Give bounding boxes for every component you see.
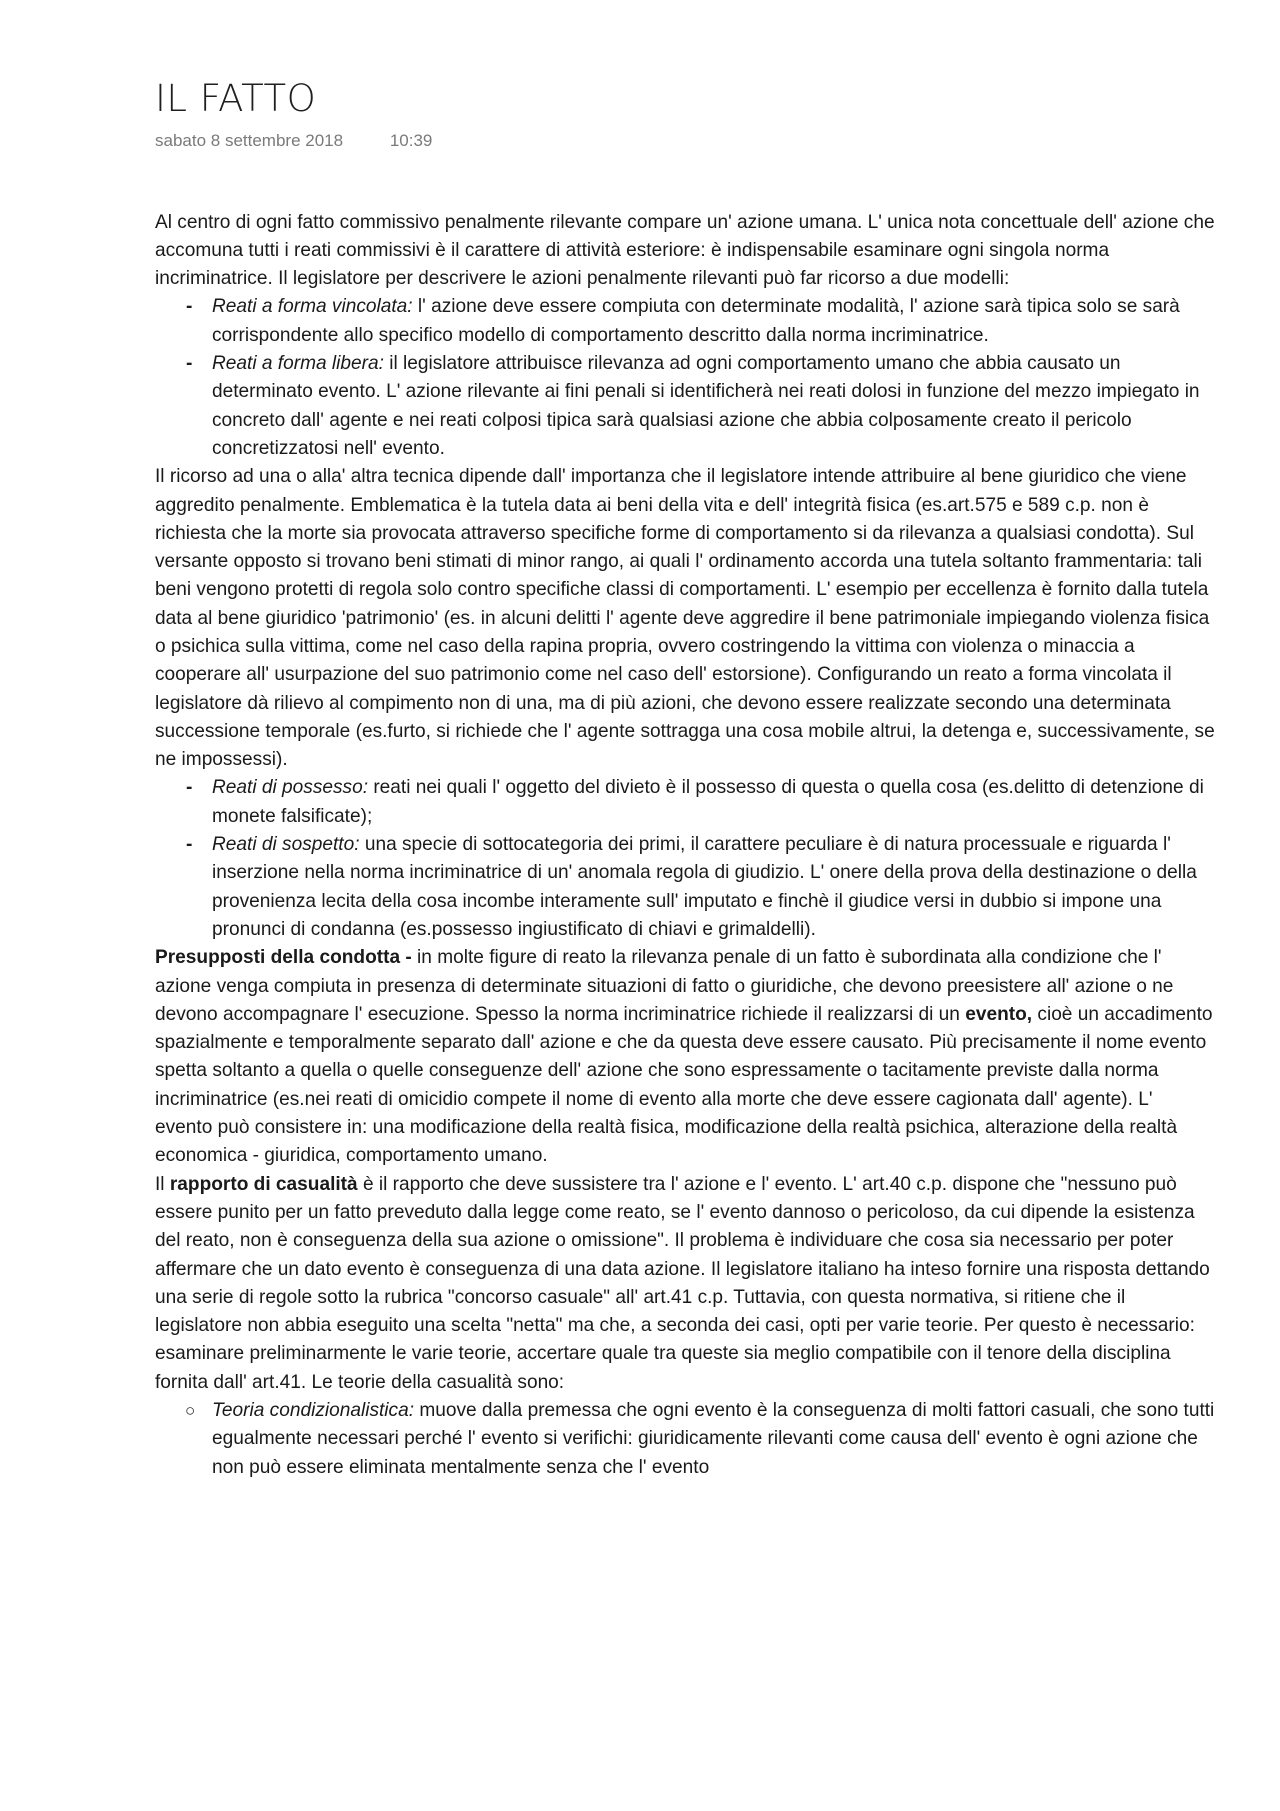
list-item [155, 1397, 1215, 1482]
list-item-text: l' azione deve essere compiuta con determinate modalità, l' azione sarà tipica solo se sarà corrispondente allo specifico modello di comportamento descritto dalla norma incriminatrice. [212, 296, 1180, 346]
list-item [155, 293, 1215, 350]
list-item [155, 350, 1215, 463]
list-item-text: reati nei quali l' oggetto del divieto è il possesso di questa o quella cosa (es.delitto di detenzione di monete falsificate); [212, 777, 1204, 827]
list-item [155, 831, 1215, 944]
note-timestamp [155, 131, 1215, 151]
dash-bullet-icon: - [186, 777, 193, 799]
term-rapporto-casualita: rapporto di casualità [169, 1173, 358, 1195]
note-date: sabato 8 settembre 2018 [155, 130, 344, 150]
heading-presupposti: Presupposti della condotta - [155, 947, 412, 969]
paragraph-text: cioè un accadimento spazialmente e temporalmente separato dall' azione e che da questa deve essere causato. Più precisamente il nome evento spetta soltanto a quella o quelle conseguenze dell' azione che sono espressamente o tacitamente previste dalla norma incriminatrice (es.nei reati di omicidio compete il nome di evento alla morte che deve essere cagionata dall' agente). L' evento può consistere in: una modificazione della realtà fisica, modificazione della realtà psichica, alterazione della realtà economica - giuridica, comportamento umano. [155, 1003, 1213, 1167]
list-item-term: Reati a forma libera: [212, 353, 384, 375]
note-body [155, 209, 1215, 1482]
paragraph-text: in molte figure di reato la rilevanza penale di un fatto è subordinata alla condizione che l' azione venga compiuta in presenza di determinate situazioni di fatto o giuridiche, che devono preesistere all' azione o ne devono accompagnare l' esecuzione. Spesso la norma incriminatrice richiede il realizzarsi di un [155, 947, 1174, 1025]
list-item-text: il legislatore attribuisce rilevanza ad ogni comportamento umano che abbia causato un determinato evento. L' azione rilevante ai fini penali si identificherà nei reati dolosi in funzione del mezzo impiegato in concreto dall' agente e nei reati colposi tipica sarà qualsiasi azione che abbia colposamente creato il pericolo concretizzatosi nell' evento. [212, 353, 1200, 459]
list-theories [155, 1397, 1215, 1482]
list-item-term: Reati di sospetto: [212, 834, 360, 856]
paragraph-techniques: Il ricorso ad una o alla' altra tecnica dipende dall' importanza che il legislatore intende attribuire al bene giuridico che viene aggredito penalmente. Emblematica è la tutela data ai beni della vita e dell' integrità fisica (es.art.575 e 589 c.p. non è richiesta che la morte sia provocata attraverso specifiche forme di comportamento si da rilevanza a qualsiasi condotta). Sul versante opposto si trovano beni stimati di minor rango, ai quali l' ordinamento accorda una tutela soltanto frammentaria: tali beni vengono protetti di regola solo contro specifiche classi di comportamenti. L' esempio per eccellenza è fornito dalla tutela data al bene giuridico 'patrimonio' (es. in alcuni delitti l' agente deve aggredire il bene patrimoniale impiegando violenza fisica o psichica sulla vittima, come nel caso della rapina propria, ovvero costringendo la vittima con violenza o minaccia a cooperare all' usurpazione del suo patrimonio come nel caso dell' estorsione). Configurando un reato a forma vincolata il legislatore dà rilievo al compimento non di una, ma di più azioni, che devono essere realizzate secondo una determinata successione temporale (es.furto, si richiede che l' agente sottragga una cosa mobile altrui, la detenga e, successivamente, se ne impossessi). [155, 466, 1215, 771]
list-item-text: una specie di sottocategoria dei primi, il carattere peculiare è di natura processuale e riguarda l' inserzione nella norma incriminatrice di un' anomala regola di giudizio. L' onere della prova della destinazione o della provenienza lecita della cosa incombe interamente sull' imputato e finchè il giudice versi in dubbio si impone una pronunci di condanna (es.possesso ingiustificato di chiavi e grimaldelli). [212, 834, 1197, 940]
list-possession [155, 774, 1215, 944]
list-item-text: muove dalla premessa che ogni evento è la conseguenza di molti fattori casuali, che sono tutti egualmente necessari perché l' evento si verifichi: giuridicamente rilevanti come causa dell' evento è ogni azione che non può essere eliminata mentalmente senza che l' evento [212, 1400, 1215, 1478]
list-models [155, 293, 1215, 463]
dash-bullet-icon: - [186, 834, 193, 856]
page-title: IL FATTO [155, 77, 317, 120]
paragraph-text: è il rapporto che deve sussistere tra l' azione e l' evento. L' art.40 c.p. dispone che "nessuno può essere punito per un fatto preveduto dalla legge come reato, se l' evento dannoso o pericoloso, da cui dipende la esistenza del reato, non è conseguenza della sua azione o omissione". Il problema è individuare che cosa sia necessario per poter affermare che un dato evento è conseguenza di una data azione. Il legislatore italiano ha inteso fornire una risposta dettando una serie di regole sotto la rubrica "concorso casuale" all' art.41 c.p. Tuttavia, con questa normativa, si ritiene che il legislatore non abbia eseguito una scelta "netta" ma che, a seconda dei casi, opti per varie teorie. Per questo è necessario: esaminare preliminarmente le varie teorie, accertare quale tra queste sia meglio compatibile con il tenore della disciplina fornita dall' art.41. Le teorie della casualità sono: [155, 1173, 1210, 1393]
dash-bullet-icon: - [186, 296, 193, 318]
note-page [155, 78, 1215, 1482]
list-item [155, 774, 1215, 831]
paragraph-presupposti [155, 944, 1215, 1170]
paragraph-causalita [155, 1171, 1215, 1397]
paragraph-intro: Al centro di ogni fatto commissivo penalmente rilevante compare un' azione umana. L' unica nota concettuale dell' azione che accomuna tutti i reati commissivi è il carattere di attività esteriore: è indispensabile esaminare ogni singola norma incriminatrice. Il legislatore per descrivere le azioni penalmente rilevanti può far ricorso a due modelli: [155, 211, 1215, 290]
dash-bullet-icon: - [186, 353, 193, 375]
note-time: 10:39 [389, 130, 433, 150]
list-item-term: Reati di possesso: [212, 777, 369, 799]
circle-bullet-icon: ○ [185, 1401, 196, 1421]
list-item-term: Reati a forma vincolata: [212, 296, 413, 318]
list-item-term: Teoria condizionalistica: [212, 1400, 415, 1422]
paragraph-text: Il [155, 1173, 170, 1195]
term-evento: evento, [965, 1003, 1033, 1025]
